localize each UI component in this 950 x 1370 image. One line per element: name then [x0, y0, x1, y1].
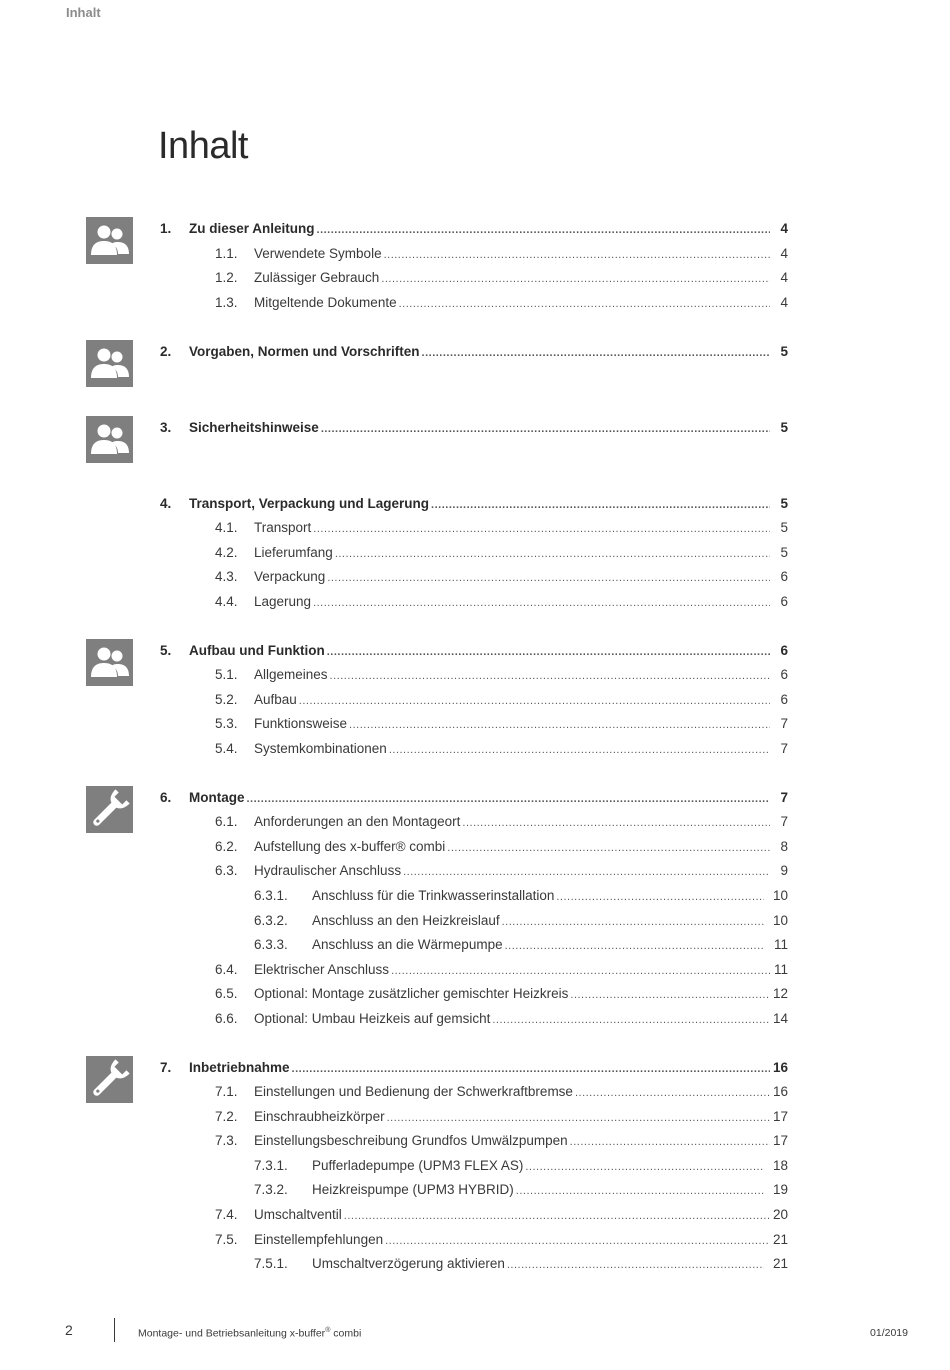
toc-entry-number: 6.3.2.: [254, 913, 288, 928]
toc-dot-leader: [330, 667, 770, 685]
toc-dot-leader: [313, 594, 770, 612]
people-icon: [86, 416, 133, 463]
toc-entry-number: 4.4.: [215, 594, 238, 609]
footer-date: 01/2019: [870, 1327, 908, 1339]
page-title: Inhalt: [158, 125, 248, 168]
toc-entry-title: Montage: [189, 790, 245, 805]
toc-dot-leader: [447, 839, 770, 857]
toc-entry[interactable]: [215, 838, 788, 856]
toc-entry-title: Anforderungen an den Montageort: [254, 814, 461, 829]
toc-entry-number: 7.4.: [215, 1207, 238, 1222]
toc-entry-page: 21: [772, 1232, 788, 1247]
toc-entry-page: 19: [772, 1182, 788, 1197]
toc-entry[interactable]: [160, 642, 788, 660]
footer-document-title: Montage- und Betriebsanleitung x-buffer® combi: [138, 1327, 362, 1340]
toc-entry-title: Vorgaben, Normen und Vorschriften: [189, 344, 420, 359]
toc-entry-number: 1.1.: [215, 246, 238, 261]
toc-entry-page: 11: [773, 962, 788, 977]
toc-entry-title: Aufbau: [254, 692, 297, 707]
toc-dot-leader: [313, 520, 770, 538]
toc-entry-number: 7.5.: [215, 1232, 238, 1247]
toc-entry-number: 1.2.: [215, 270, 238, 285]
toc-entry[interactable]: [215, 961, 788, 979]
toc-entry-title: Heizkreispumpe (UPM3 HYBRID): [312, 1182, 514, 1197]
toc-entry-page: 5: [780, 420, 788, 435]
toc-entry-page: 6: [780, 569, 788, 584]
toc-entry-page: 7: [780, 790, 788, 805]
toc-dot-leader: [321, 420, 770, 438]
toc-entry-number: 5.: [160, 643, 172, 658]
toc-entry-page: 20: [772, 1207, 788, 1222]
toc-entry-title: Anschluss an die Wärmepumpe: [312, 937, 503, 952]
toc-entry[interactable]: [215, 985, 788, 1003]
toc-entry-number: 2.: [160, 344, 172, 359]
toc-entry[interactable]: [215, 544, 788, 562]
toc-entry-title: Einstellempfehlungen: [254, 1232, 384, 1247]
toc-dot-leader: [399, 295, 770, 313]
toc-entry[interactable]: [215, 666, 788, 684]
toc-entry-title: Zulässiger Gebrauch: [254, 270, 380, 285]
toc-entry-title: Inbetriebnahme: [189, 1060, 290, 1075]
toc-entry-page: 12: [772, 986, 788, 1001]
toc-entry-page: 16: [772, 1084, 788, 1099]
toc-dot-leader: [570, 1133, 770, 1151]
toc-entry-title: Anschluss für die Trinkwasserinstallation: [312, 888, 555, 903]
toc-entry-title: Lagerung: [254, 594, 312, 609]
people-icon: [86, 639, 133, 686]
toc-dot-leader: [327, 643, 770, 661]
toc-entry-number: 6.3.1.: [254, 888, 288, 903]
toc-entry-title: Optional: Montage zusätzlicher gemischter Heizkreis: [254, 986, 569, 1001]
toc-entry[interactable]: [160, 495, 788, 513]
toc-entry-page: 7: [780, 741, 788, 756]
toc-dot-leader: [556, 888, 764, 906]
toc-entry-title: Aufbau und Funktion: [189, 643, 325, 658]
toc-entry-title: Systemkombinationen: [254, 741, 387, 756]
toc-entry-page: 6: [780, 643, 788, 658]
toc-entry-number: 7.3.: [215, 1133, 238, 1148]
toc-entry-page: 4: [780, 221, 788, 236]
toc-dot-leader: [462, 814, 770, 832]
toc-dot-leader: [385, 1232, 770, 1250]
toc-entry-page: 5: [780, 520, 788, 535]
toc-entry-title: Verpackung: [254, 569, 326, 584]
toc-entry-page: 5: [780, 344, 788, 359]
toc-entry[interactable]: [254, 912, 788, 930]
toc-dot-leader: [349, 716, 770, 734]
toc-entry-title: Hydraulischer Anschluss: [254, 863, 402, 878]
people-icon: [86, 340, 133, 387]
wrench-icon: [86, 786, 133, 833]
toc-entry-page: 11: [773, 937, 788, 952]
toc-entry-title: Aufstellung des x-buffer® combi: [254, 839, 446, 854]
toc-entry-number: 7.2.: [215, 1109, 238, 1124]
toc-entry-page: 4: [780, 246, 788, 261]
toc-dot-leader: [403, 863, 770, 881]
toc-dot-leader: [247, 790, 771, 808]
toc-dot-leader: [431, 496, 770, 514]
toc-dot-leader: [381, 270, 770, 288]
toc-dot-leader: [389, 741, 770, 759]
footer-divider: [114, 1318, 115, 1342]
toc-entry-number: 7.1.: [215, 1084, 238, 1099]
toc-dot-leader: [492, 1011, 770, 1029]
toc-entry[interactable]: [254, 1255, 788, 1273]
toc-entry[interactable]: [215, 715, 788, 733]
toc-dot-leader: [384, 246, 770, 264]
toc-entry-page: 6: [780, 594, 788, 609]
toc-entry[interactable]: [215, 813, 788, 831]
running-header: Inhalt: [66, 5, 101, 20]
toc-entry-number: 5.1.: [215, 667, 238, 682]
toc-entry-page: 10: [772, 913, 788, 928]
toc-entry[interactable]: [215, 568, 788, 586]
toc-entry-number: 6.2.: [215, 839, 238, 854]
toc-entry-title: Anschluss an den Heizkreislauf: [312, 913, 500, 928]
toc-entry-page: 7: [780, 814, 788, 829]
toc-entry-page: 14: [772, 1011, 788, 1026]
toc-entry-page: 16: [772, 1060, 788, 1075]
toc-entry-title: Allgemeines: [254, 667, 328, 682]
toc-entry-number: 7.3.2.: [254, 1182, 288, 1197]
toc-entry[interactable]: [254, 1157, 788, 1175]
toc-entry[interactable]: [215, 519, 788, 537]
toc-entry-title: Funktionsweise: [254, 716, 348, 731]
toc-entry-page: 9: [780, 863, 788, 878]
toc-entry-page: 17: [772, 1133, 788, 1148]
wrench-icon: [86, 1056, 133, 1103]
toc-dot-leader: [292, 1060, 770, 1078]
toc-entry[interactable]: [215, 1010, 788, 1028]
toc-entry-title: Mitgeltende Dokumente: [254, 295, 397, 310]
toc-entry-page: 8: [780, 839, 788, 854]
toc-entry-page: 6: [780, 667, 788, 682]
toc-dot-leader: [299, 692, 770, 710]
toc-entry-title: Sicherheitshinweise: [189, 420, 319, 435]
toc-entry-page: 5: [780, 496, 788, 511]
toc-dot-leader: [391, 962, 770, 980]
toc-entry-title: Transport: [254, 520, 312, 535]
toc-entry[interactable]: [215, 1083, 788, 1101]
toc-entry-number: 6.4.: [215, 962, 238, 977]
toc-entry[interactable]: [215, 269, 788, 287]
toc-entry-number: 6.6.: [215, 1011, 238, 1026]
toc-entry[interactable]: [215, 593, 788, 611]
toc-entry[interactable]: [254, 1181, 788, 1199]
toc-entry-page: 21: [772, 1256, 788, 1271]
footer-page-number: 2: [65, 1322, 73, 1338]
toc-dot-leader: [525, 1158, 764, 1176]
toc-dot-leader: [422, 344, 770, 362]
toc-entry[interactable]: [160, 1059, 788, 1077]
toc-entry-title: Verwendete Symbole: [254, 246, 382, 261]
toc-entry-number: 6.1.: [215, 814, 238, 829]
toc-entry-number: 4.2.: [215, 545, 238, 560]
toc-entry[interactable]: [160, 343, 788, 361]
toc-entry[interactable]: [215, 294, 788, 312]
toc-entry[interactable]: [160, 789, 788, 807]
people-icon: [86, 217, 133, 264]
toc-entry[interactable]: [160, 419, 788, 437]
toc-entry-number: 1.3.: [215, 295, 238, 310]
toc-dot-leader: [387, 1109, 770, 1127]
toc-entry-number: 4.: [160, 496, 172, 511]
toc-entry[interactable]: [254, 936, 788, 954]
toc-dot-leader: [335, 545, 770, 563]
toc-dot-leader: [327, 569, 770, 587]
toc-entry-title: Einstellungen und Bedienung der Schwerkraftbremse: [254, 1084, 573, 1099]
toc-entry-number: 4.3.: [215, 569, 238, 584]
toc-entry-page: 5: [780, 545, 788, 560]
toc-entry-number: 1.: [160, 221, 172, 236]
toc-dot-leader: [575, 1084, 770, 1102]
toc-dot-leader: [516, 1182, 764, 1200]
toc-entry-page: 10: [772, 888, 788, 903]
toc-entry-number: 6.3.: [215, 863, 238, 878]
toc-entry-title: Transport, Verpackung und Lagerung: [189, 496, 430, 511]
toc-entry-title: Umschaltventil: [254, 1207, 342, 1222]
toc-entry[interactable]: [215, 1206, 788, 1224]
toc-dot-leader: [570, 986, 770, 1004]
toc-entry-page: 4: [780, 270, 788, 285]
toc-dot-leader: [502, 913, 764, 931]
toc-entry[interactable]: [215, 1132, 788, 1150]
toc-dot-leader: [344, 1207, 770, 1225]
toc-entry-title: Lieferumfang: [254, 545, 333, 560]
toc-entry-number: 5.4.: [215, 741, 238, 756]
toc-entry-number: 6.3.3.: [254, 937, 288, 952]
toc-entry[interactable]: [215, 691, 788, 709]
toc-entry[interactable]: [215, 1108, 788, 1126]
toc-dot-leader: [507, 1256, 764, 1274]
toc-entry-page: 4: [780, 295, 788, 310]
toc-entry-title: Zu dieser Anleitung: [189, 221, 315, 236]
toc-entry-title: Optional: Umbau Heizkeis auf gemsicht: [254, 1011, 491, 1026]
toc-dot-leader: [505, 937, 764, 955]
toc-entry-page: 18: [772, 1158, 788, 1173]
toc-entry-title: Elektrischer Anschluss: [254, 962, 390, 977]
toc-entry-number: 7.5.1.: [254, 1256, 288, 1271]
toc-entry[interactable]: [215, 1231, 788, 1249]
toc-entry-page: 7: [780, 716, 788, 731]
toc-entry-number: 6.: [160, 790, 172, 805]
toc-entry-number: 6.5.: [215, 986, 238, 1001]
toc-entry-title: Einschraubheizkörper: [254, 1109, 385, 1124]
toc-entry[interactable]: [215, 740, 788, 758]
toc-entry[interactable]: [254, 887, 788, 905]
toc-entry-number: 4.1.: [215, 520, 238, 535]
toc-entry[interactable]: [215, 862, 788, 880]
toc-entry-page: 6: [780, 692, 788, 707]
toc-dot-leader: [317, 221, 770, 239]
toc-entry-number: 5.2.: [215, 692, 238, 707]
toc-entry-page: 17: [772, 1109, 788, 1124]
toc-entry-number: 7.: [160, 1060, 172, 1075]
toc-entry-number: 3.: [160, 420, 172, 435]
toc-entry[interactable]: [160, 220, 788, 238]
toc-entry-number: 7.3.1.: [254, 1158, 288, 1173]
toc-entry-number: 5.3.: [215, 716, 238, 731]
toc-entry-title: Umschaltverzögerung aktivieren: [312, 1256, 505, 1271]
toc-entry-title: Einstellungsbeschreibung Grundfos Umwälzpumpen: [254, 1133, 568, 1148]
toc-entry[interactable]: [215, 245, 788, 263]
toc-entry-title: Pufferladepumpe (UPM3 FLEX AS): [312, 1158, 524, 1173]
